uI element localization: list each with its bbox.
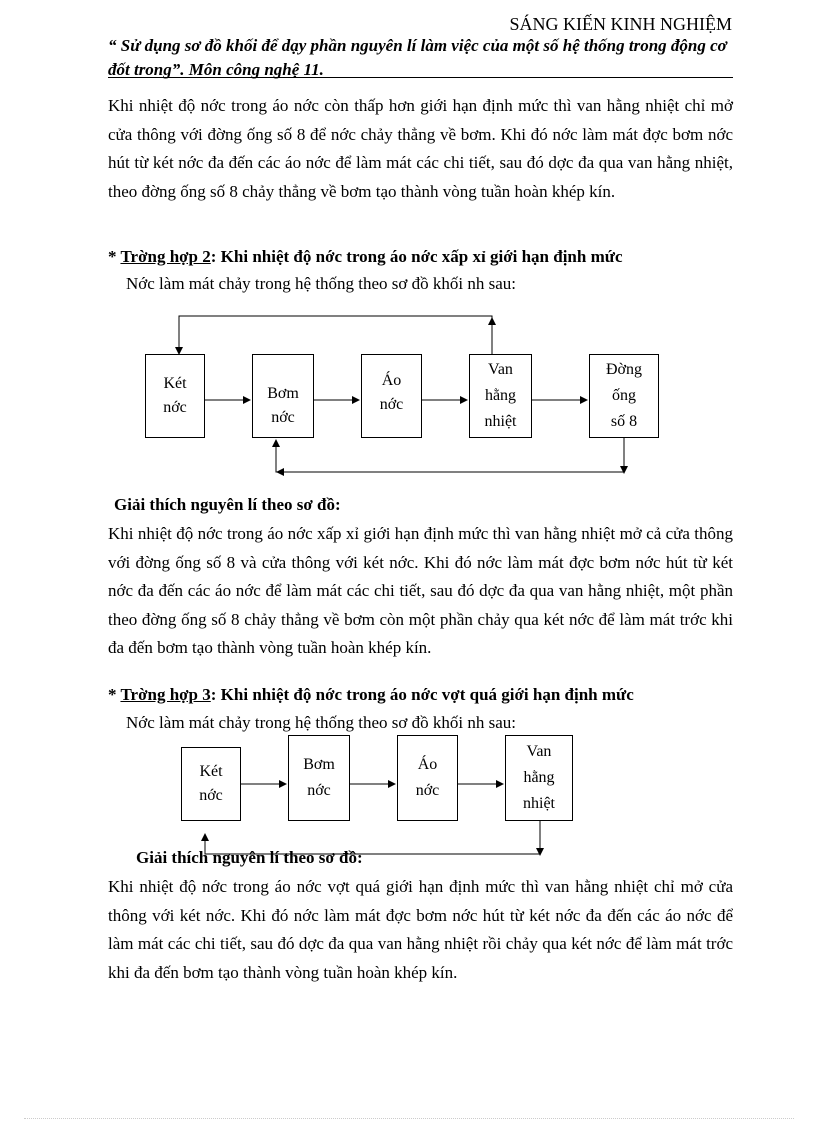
case2-intro: Nớc làm mát chảy trong hệ thống theo sơ đồ khối nh sau: [126, 274, 517, 293]
case3-label: Trờng hợp 3 [120, 685, 211, 704]
box3-ao-nuoc: Áo nớc [397, 735, 458, 821]
case2-explain-heading: Giải thích nguyên lí theo sơ đồ: [114, 495, 341, 514]
case3-explain-heading: Giải thích nguyên lí theo sơ đồ: [136, 848, 363, 867]
intro-paragraph: Khi nhiệt độ nớc trong áo nớc còn thấp hơn giới hạn định mức thì van hằng nhiệt chỉ mở cửa thông với đờng ống số 8 để nớc chảy thẳng về bơm. Khi đó nớc làm mát đợc bơm nớc hút từ két nớc đa đến các áo nớc để làm mát các chi tiết, sau đó dợc đa qua van hằng nhiệt, theo đờng ống số 8 chảy thẳng về bơm tạo thành vòng tuần hoàn khép kín. [108, 96, 733, 201]
page-bottom-rule [24, 1118, 794, 1119]
document-title: “ Sử dụng sơ đồ khối để dạy phần nguyên lí làm việc của một số hệ thống trong động cơ đốt trong”. Môn công nghệ 11. [108, 36, 727, 79]
box3-bom-nuoc: Bơm nớc [288, 735, 350, 821]
case3-intro: Nớc làm mát chảy trong hệ thống theo sơ đồ khối nh sau: [126, 713, 517, 732]
case3-star: * [108, 685, 121, 704]
case2-star: * [108, 247, 121, 266]
case3-explanation: Khi nhiệt độ nớc trong áo nớc vợt quá giới hạn định mức thì van hằng nhiệt chỉ mở cửa thông với két nớc. Khi đó nớc làm mát đợc bơm nớc hút từ két nớc đa đến các áo nớc để làm mát các chi tiết, sau đó dợc đa qua van hằng nhiệt rồi chảy qua két nớc để làm mát trớc khi đa đến bơm tạo thành vòng tuần hoàn khép kín. [108, 877, 733, 982]
case2-explanation: Khi nhiệt độ nớc trong áo nớc xấp xỉ giới hạn định mức thì van hằng nhiệt mở cả cửa thông với đờng ống số 8 và cửa thông với két nớc. Khi đó nớc làm mát đợc bơm nớc hút từ két nớc đa đến các áo nớc để làm mát các chi tiết, sau đó dợc đa qua van hằng nhiệt, một phần theo đờng ống số 8 chảy thẳng về bơm còn một phần chảy qua két nớc để làm mát trớc khi đa đến bơm tạo thành vòng tuần hoàn khép kín. [108, 524, 733, 657]
case2-heading-text: : Khi nhiệt độ nớc trong áo nớc xấp xỉ giới hạn định mức [210, 247, 623, 266]
box3-van-hang-nhiet: Van hằng nhiệt [505, 735, 573, 821]
box-ao-nuoc: Áo nớc [361, 354, 422, 438]
box-duong-ong-so-8: Đờng ống số 8 [589, 354, 659, 438]
case3-heading-text: : Khi nhiệt độ nớc trong áo nớc vợt quá giới hạn định mức [210, 685, 634, 704]
box-bom-nuoc: Bơm nớc [252, 354, 314, 438]
box-van-hang-nhiet: Van hằng nhiệt [469, 354, 532, 438]
box3-ket-nuoc: Két nớc [181, 747, 241, 821]
box-ket-nuoc: Két nớc [145, 354, 205, 438]
header-label: SÁNG KIẾN KINH NGHIỆM [509, 14, 732, 34]
case2-label: Trờng hợp 2 [120, 247, 211, 266]
